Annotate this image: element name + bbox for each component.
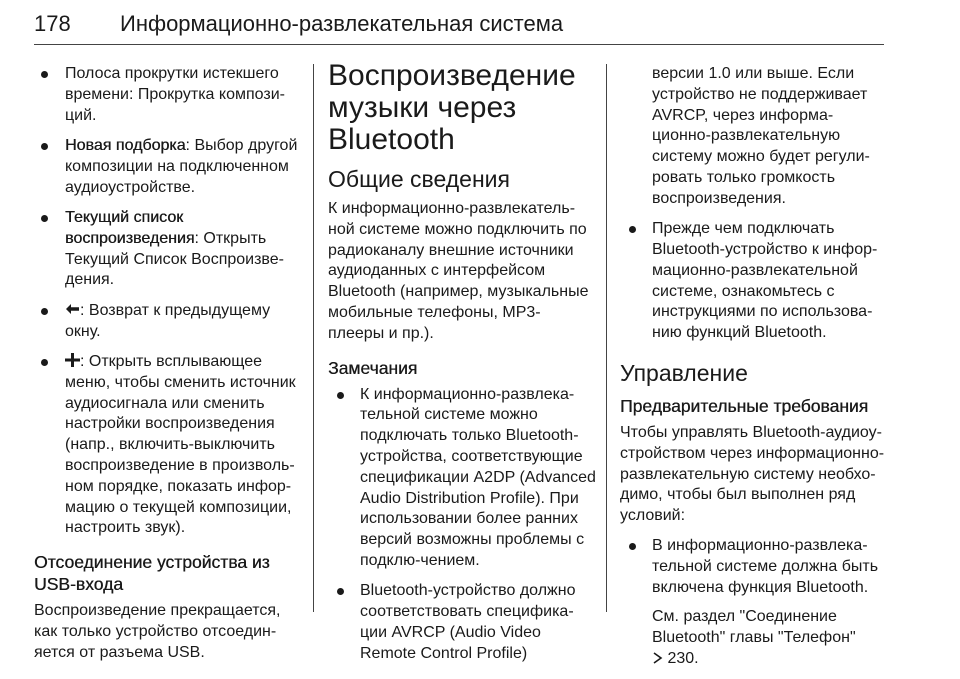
column-3: [620, 64, 892, 679]
term: Новая подборка: [65, 136, 186, 154]
requirements-heading: Предварительные требования: [620, 395, 869, 416]
reference-page[interactable]: 230.: [667, 649, 699, 667]
notes-heading: Замечания: [328, 357, 418, 378]
cross-reference: См. раздел "Соединение Bluetooth" главы "Телефон" 230.: [652, 608, 856, 667]
column-divider-2: [606, 64, 607, 612]
column-divider-1: [313, 64, 314, 612]
bullet-icon: [41, 308, 48, 315]
notes-list: [328, 385, 596, 665]
list-item: Текущий список воспроизведения: Открыть Текущий Список Воспроизве-дения.: [34, 208, 302, 291]
plus-icon: [65, 353, 80, 367]
bullet-icon: [629, 226, 636, 233]
list-item: Прежде чем подключать Bluetooth-устройство к инфор-мационно-развлекательной системе, ознакомьтесь с инструкциями по использова-нию функций Bluetooth.: [620, 219, 892, 344]
control-list: [34, 64, 302, 539]
page-header: [34, 6, 884, 45]
bullet-icon: [41, 215, 48, 222]
section-title: Воспроизведение музыки через Bluetooth: [328, 59, 576, 156]
list-item: В информационно-развлека-тельной системе должна быть включена функция Bluetooth. См. раздел "Соединение Bluetooth" главы "Телефон" 230.: [620, 536, 892, 670]
subsection-title: Общие сведения: [328, 166, 510, 192]
bullet-icon: [629, 543, 636, 550]
page-number: 178: [34, 11, 71, 36]
notes-list-continued: [620, 64, 892, 344]
term: Текущий список воспроизведения: [65, 208, 195, 247]
list-item: : Открыть всплывающее меню, чтобы сменить источник аудиосигнала или сменить настройки воспроизведения (напр., включить-выключить воспроизведение в произволь-ном порядке, показать инфор-мацию о текущей композиции, настроить звук).: [34, 352, 302, 539]
bullet-icon: [337, 392, 344, 399]
column-1: [34, 64, 302, 664]
paragraph: Воспроизведение прекращается, как только устройство отсоедин-яется от разъема USB.: [34, 602, 281, 661]
subsection-title: Управление: [620, 359, 748, 386]
section-heading: Отсоединение устройства из USB-входа: [34, 552, 270, 595]
list-item: Bluetooth-устройство должно соответствовать специфика-ции AVRCP (Audio Video Remote Control Profile): [328, 581, 596, 664]
list-item: К информационно-развлека-тельной системе можно подключать только Bluetooth-устройства, соответствующие спецификации A2DP (Advanced Audio Distribution Profile). При использовании более ранних версий возможны проблемы с подклю-чением.: [328, 385, 596, 572]
list-item: : Возврат к предыдущему окну.: [34, 301, 302, 343]
paragraph: Чтобы управлять Bluetooth-аудиоу-стройством через информационно-развлекательную систему необхо-димо, чтобы был выполнен ряд условий:: [620, 423, 885, 525]
back-arrow-icon: [65, 302, 80, 316]
page-reference-icon: [652, 652, 663, 664]
requirements-list: [620, 536, 892, 670]
bullet-icon: [337, 588, 344, 595]
bullet-icon: [41, 143, 48, 150]
list-item: Новая подборка: Выбор другой композиции на подключенном аудиоустройстве.: [34, 136, 302, 198]
chapter-title: Информационно-развлекательная система: [120, 11, 564, 36]
list-item-continued: версии 1.0 или выше. Если устройство не поддерживает AVRCP, через информа-ционно-развлекательную систему можно будет регули-ровать только громкость воспроизведения.: [652, 65, 870, 207]
paragraph: К информационно-развлекатель-ной системе можно подключить по радиоканалу внешние источники аудиоданных с интерфейсом Bluetooth (например, музыкальные мобильные телефоны, MP3-плееры и пр.).: [328, 200, 589, 342]
list-item: Полоса прокрутки истекшего времени: Прокрутка компози-ций.: [34, 64, 302, 126]
bullet-icon: [41, 359, 48, 366]
column-2: [328, 60, 596, 674]
bullet-icon: [41, 71, 48, 78]
